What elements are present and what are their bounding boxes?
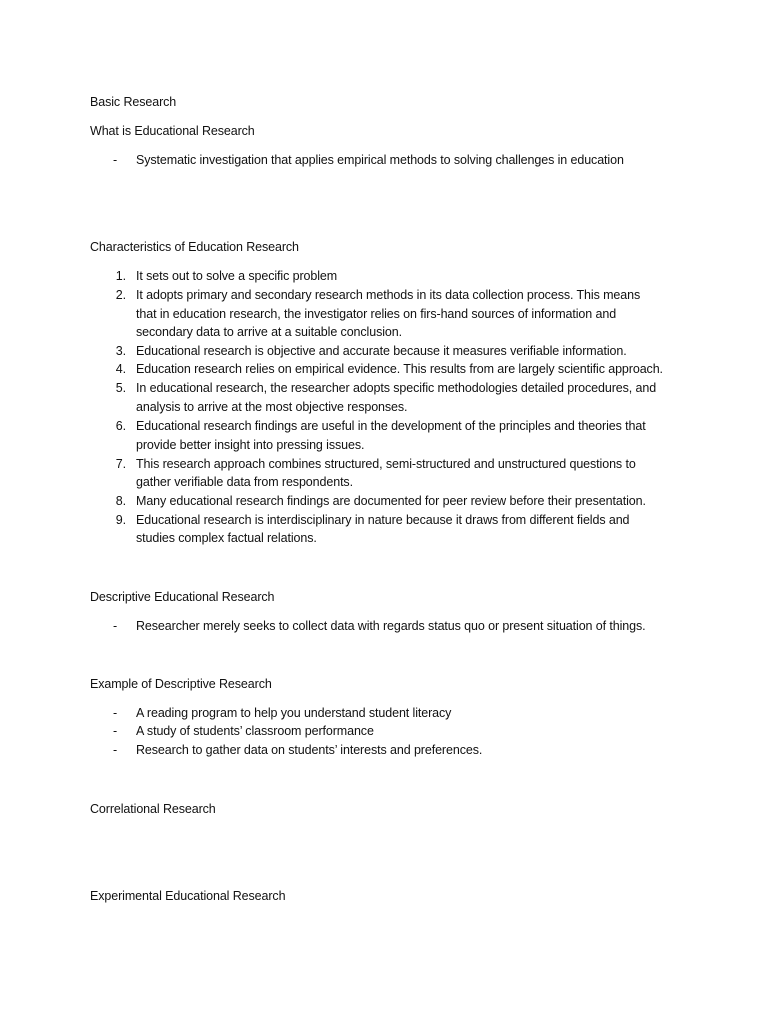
- bullet-marker: -: [113, 706, 118, 720]
- section-heading-descriptive: Descriptive Educational Research: [90, 590, 275, 604]
- list-item-text: provide better insight into pressing issues.: [136, 438, 365, 452]
- bullet-marker: -: [113, 724, 118, 738]
- list-item-number: 1.: [115, 269, 126, 283]
- list-item-text: that in education research, the investigator relies on firs-hand sources of information and: [136, 307, 617, 321]
- bullet-text: A reading program to help you understand student literacy: [136, 706, 452, 720]
- bullet-marker: -: [113, 619, 118, 633]
- list-item-text: Educational research findings are useful in the development of the principles and theories that: [136, 419, 646, 433]
- list-item-text: Educational research is objective and accurate because it measures verifiable information.: [136, 344, 627, 358]
- bullet-text: Research to gather data on students’ interests and preferences.: [136, 743, 483, 757]
- section-heading-correlational: Correlational Research: [90, 802, 216, 816]
- list-item-text: This research approach combines structured, semi-structured and unstructured questions to: [136, 457, 636, 471]
- section-heading-experimental: Experimental Educational Research: [90, 889, 286, 903]
- list-item-text: It adopts primary and secondary research methods in its data collection process. This means: [136, 288, 641, 302]
- section-heading-what-is-educational-research: What is Educational Research: [90, 124, 255, 138]
- list-item-text: Education research relies on empirical evidence. This results from are largely scientific approach.: [136, 362, 663, 376]
- bullet-marker: -: [113, 153, 118, 167]
- list-item-text: secondary data to arrive at a suitable conclusion.: [136, 325, 402, 339]
- bullet-text: A study of students’ classroom performance: [136, 724, 374, 738]
- section-heading-characteristics: Characteristics of Education Research: [90, 240, 299, 254]
- list-item-text: In educational research, the researcher adopts specific methodologies detailed procedures, and: [136, 381, 657, 395]
- list-item-number: 6.: [115, 419, 126, 433]
- list-item-number: 4.: [115, 362, 126, 376]
- list-item-text: studies complex factual relations.: [136, 531, 317, 545]
- list-item-text: Educational research is interdisciplinary in nature because it draws from different fields and: [136, 513, 630, 527]
- list-item-number: 2.: [115, 288, 126, 302]
- list-item-number: 3.: [115, 344, 126, 358]
- section-heading-example-descriptive: Example of Descriptive Research: [90, 677, 272, 691]
- list-item-text: gather verifiable data from respondents.: [136, 475, 353, 489]
- list-item-text: It sets out to solve a specific problem: [136, 269, 338, 283]
- bullet-marker: -: [113, 743, 118, 757]
- list-item-number: 5.: [115, 381, 126, 395]
- list-item-number: 8.: [115, 494, 126, 508]
- list-item-text: analysis to arrive at the most objective responses.: [136, 400, 408, 414]
- bullet-text: Systematic investigation that applies empirical methods to solving challenges in education: [136, 153, 624, 167]
- bullet-text: Researcher merely seeks to collect data with regards status quo or present situation of things.: [136, 619, 646, 633]
- list-item-number: 7.: [115, 457, 126, 471]
- list-item-text: Many educational research findings are documented for peer review before their presentation.: [136, 494, 646, 508]
- list-item-number: 9.: [115, 513, 126, 527]
- document-title: Basic Research: [90, 95, 177, 109]
